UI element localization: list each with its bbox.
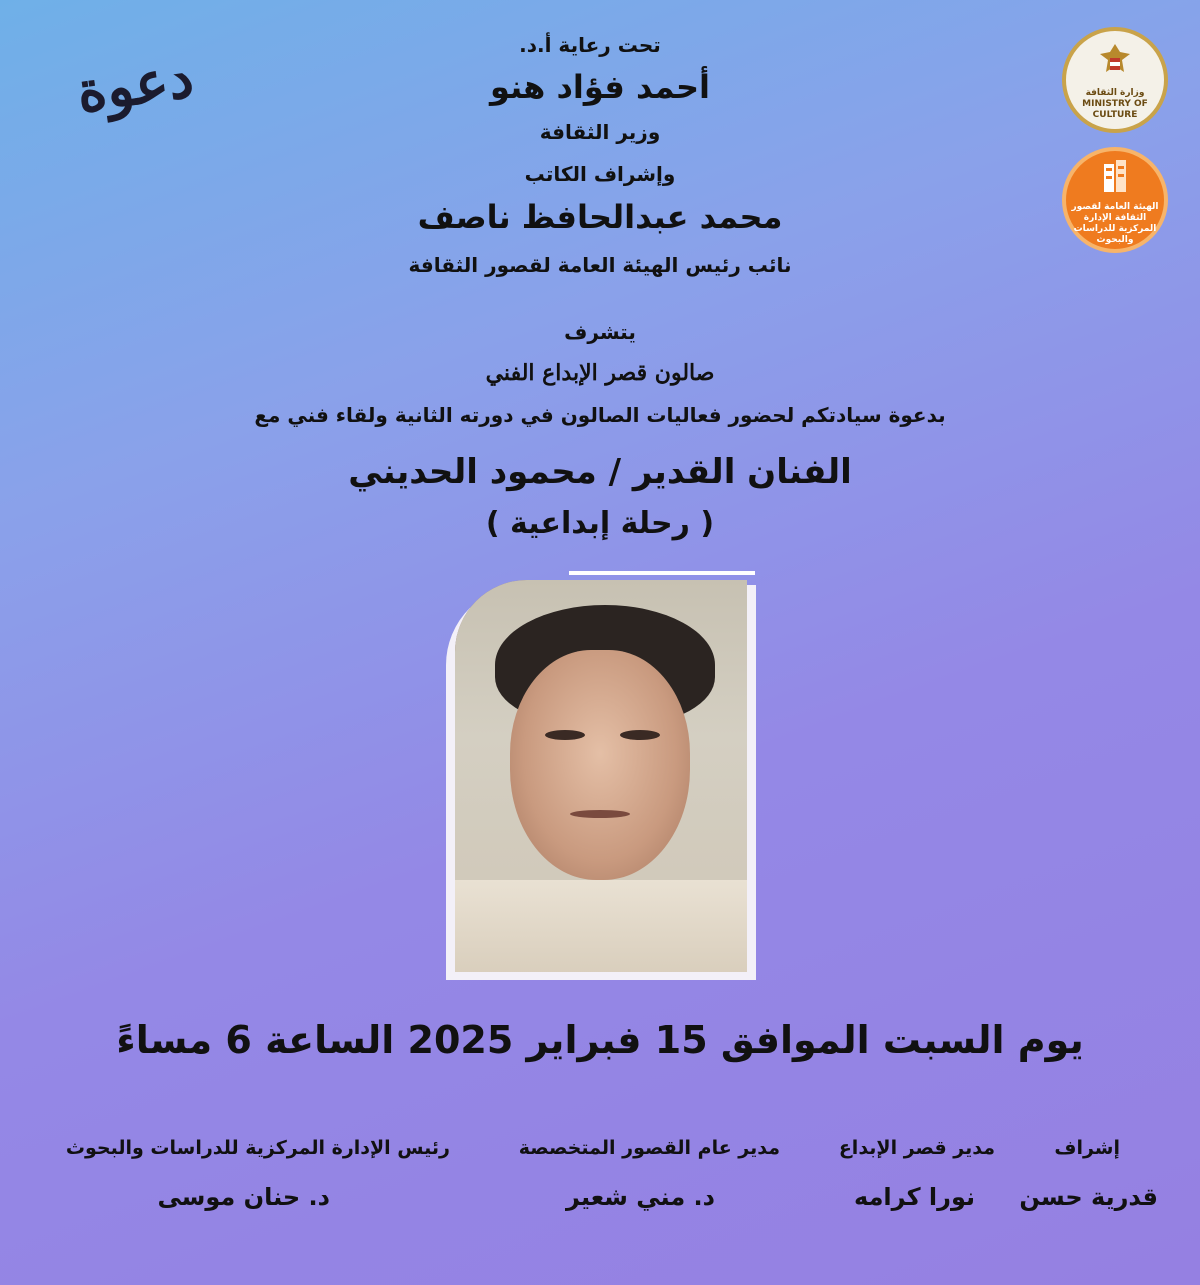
minister-title: وزير الثقافة xyxy=(539,120,661,144)
credit-person-3: د. مني شعير xyxy=(566,1183,715,1211)
deputy-name: محمد عبدالحافظ ناصف xyxy=(417,198,783,236)
credit-role-3: مدير عام القصور المتخصصة xyxy=(518,1137,780,1159)
credit-person-4: د. حنان موسى xyxy=(157,1183,330,1211)
ministry-seal-text: وزارة الثقافة MINISTRY OF CULTURE xyxy=(1082,87,1148,120)
credit-role-4: رئيس الإدارة المركزية للدراسات والبحوث xyxy=(65,1137,450,1159)
invitation-word: دعوة xyxy=(72,44,198,126)
salon-name: صالون قصر الإبداع الفني xyxy=(485,360,715,386)
patronage-intro: تحت رعاية أ.د. xyxy=(519,33,661,57)
credit-person-2: نورا كرامه xyxy=(854,1183,975,1211)
credit-role-1: إشراف xyxy=(1054,1137,1120,1159)
artist-name: الفنان القدير / محمود الحديني xyxy=(348,452,852,492)
event-topic: ( رحلة إبداعية ) xyxy=(485,506,715,541)
credit-person-1: قدرية حسن xyxy=(1019,1183,1158,1211)
deputy-title: نائب رئيس الهيئة العامة لقصور الثقافة xyxy=(408,253,792,277)
credit-role-2: مدير قصر الإبداع xyxy=(838,1137,995,1159)
gocp-seal-text: الهيئة العامة لقصور الثقافة الإدارة المركزية للدراسات والبحوث xyxy=(1071,202,1159,245)
supervision-intro: وإشراف الكاتب xyxy=(524,162,676,186)
artist-photo xyxy=(455,580,747,972)
minister-name: أحمد فؤاد هنو xyxy=(490,68,710,106)
honored-text: يتشرف xyxy=(564,320,636,344)
photo-frame-line xyxy=(569,571,755,575)
event-datetime: يوم السبت الموافق 15 فبراير 2025 الساعة 6 مساءً xyxy=(116,1018,1084,1062)
invite-line: بدعوة سيادتكم لحضور فعاليات الصالون في دورته الثانية ولقاء فني مع xyxy=(254,403,946,427)
